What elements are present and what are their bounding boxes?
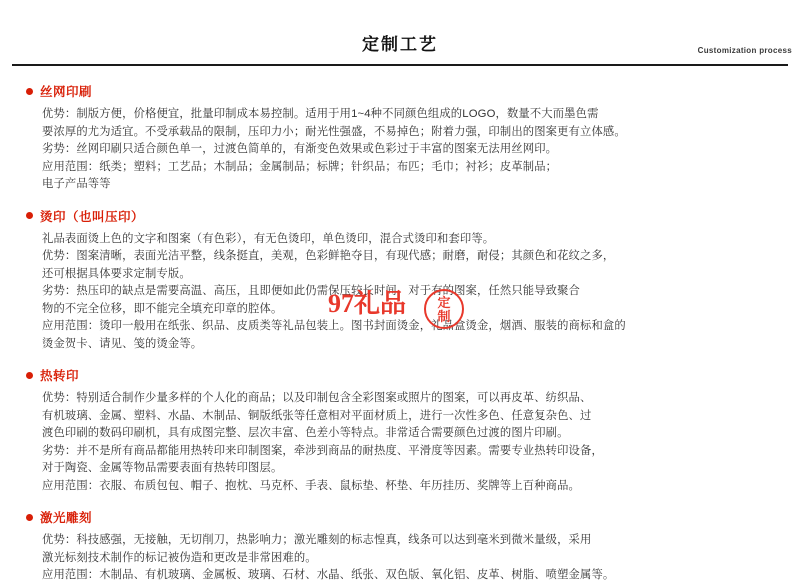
paragraph-line: 激光标刻技术制作的标记被伪造和更改是非常困难的。 xyxy=(42,551,317,564)
section-heading xyxy=(26,207,774,225)
section-laserengraving xyxy=(26,508,774,584)
paragraph-line: 烫金贺卡、请见、笺的烫金等。 xyxy=(42,337,203,350)
paragraph-line: 对于陶瓷、金属等物品需要表面有热转印图层。 xyxy=(42,462,283,474)
bullet-icon xyxy=(26,372,33,379)
paragraph-line: 还可根据具体要求定制专版。 xyxy=(42,267,191,280)
section-title: 热转印 xyxy=(40,369,80,383)
section-heading xyxy=(26,366,774,384)
section-hotstamping xyxy=(26,207,774,353)
paragraph-line: 劣势：并不是所有商品都能用热转印来印制图案，牵涉到商品的耐热度、平滑度等因素。需要专业热转印设备， xyxy=(42,444,603,457)
paragraph-line: 有机玻璃、金属、塑料、水晶、木制品、铜版纸张等任意相对平面材质上，进行一次性多色、任意复杂色、过 xyxy=(42,409,592,422)
document-body xyxy=(0,66,800,584)
bullet-icon xyxy=(26,212,33,219)
paragraph-line: 要浓厚的尤为适宜。不受承载品的限制，压印力小；耐光性强盛，不易掉色；附着力强，印制出的图案更有立体感。 xyxy=(42,125,626,138)
document-header xyxy=(0,0,800,66)
section-title: 激光雕刻 xyxy=(40,511,93,525)
section-body xyxy=(26,231,774,353)
paragraph-line: 劣势：丝网印刷只适合颜色单一，过渡色简单的，有渐变色效果或色彩过于丰富的图案无法用丝网印。 xyxy=(42,143,558,155)
paragraph-line: 应用范围：木制品、有机玻璃、金属板、玻璃、石材、水晶、纸张、双色版、氧化铝、皮革、树脂、喷塑金属等。 xyxy=(42,569,615,581)
paragraph-line: 优势：图案清晰，表面光洁平整，线条挺直，美观，色彩鲜艳夺目，有现代感；耐磨，耐侵；其颜色和花纹之多， xyxy=(42,250,615,262)
paragraph-line: 应用范围：烫印一般用在纸张、织品、皮质类等礼品包装上。图书封面烫金，礼品盒烫金，烟酒、服装的商标和盒的 xyxy=(42,320,626,332)
paragraph-line: 应用范围：衣服、布质包包、帽子、抱枕、马克杯、手表、鼠标垫、杯垫、年历挂历、奖牌等上百种商品。 xyxy=(42,479,581,492)
section-body xyxy=(26,390,774,494)
watermark-seal-line2: 制 xyxy=(437,309,451,324)
bullet-icon xyxy=(26,514,33,521)
section-title: 丝网印刷 xyxy=(40,85,93,99)
section-heading xyxy=(26,82,774,100)
paragraph-line: 渡色印刷的数码印刷机，具有成图完整、层次丰富、色差小等特点。非常适合需要颜色过渡的图片印刷。 xyxy=(42,427,569,439)
paragraph-line: 优势：特别适合制作少量多样的个人化的商品；以及印制包含全彩图案或照片的图案，可以再皮革、纺织品、 xyxy=(42,392,592,404)
paragraph-line: 礼品表面烫上色的文字和图案（有色彩），有无色烫印，单色烫印，混合式烫印和套印等。 xyxy=(42,232,495,245)
paragraph-line: 应用范围：纸类；塑料；工艺品；木制品；金属制品；标牌；针织品；布匹；毛巾；衬衫；皮革制品； xyxy=(42,160,558,173)
section-title: 烫印（也叫压印） xyxy=(40,209,145,224)
page-subtitle: Customization process xyxy=(697,46,792,55)
watermark-text: 97礼品 xyxy=(328,289,407,318)
paragraph-line: 劣势：热压印的缺点是需要高温、高压，且即便如此仍需保压较长时间，对于有的图案，任然只能导致聚合 xyxy=(42,285,581,297)
page-title: 定制工艺 xyxy=(362,35,438,54)
paragraph-line: 优势：科技感强，无接触，无切削刀，热影响力；激光雕刻的标志惶真，线条可以达到毫米到微米量级，采用 xyxy=(42,534,592,546)
paragraph-line: 物的不完全位移，即不能完全填充印章的腔体。 xyxy=(42,302,283,315)
watermark-seal-line1: 定 xyxy=(437,295,451,310)
paragraph-line: 优势：制版方便，价格便宜，批量印制成本易控制。适用于用1~4种不同颜色组成的LOGO，数量不大而墨色需 xyxy=(42,108,599,120)
section-silkscreen xyxy=(26,82,774,193)
header-divider xyxy=(12,64,788,66)
section-heattransfer xyxy=(26,366,774,494)
paragraph-line: 电子产品等等 xyxy=(42,178,111,190)
bullet-icon xyxy=(26,88,33,95)
section-body xyxy=(26,532,774,584)
section-body xyxy=(26,106,774,193)
section-heading xyxy=(26,508,774,526)
